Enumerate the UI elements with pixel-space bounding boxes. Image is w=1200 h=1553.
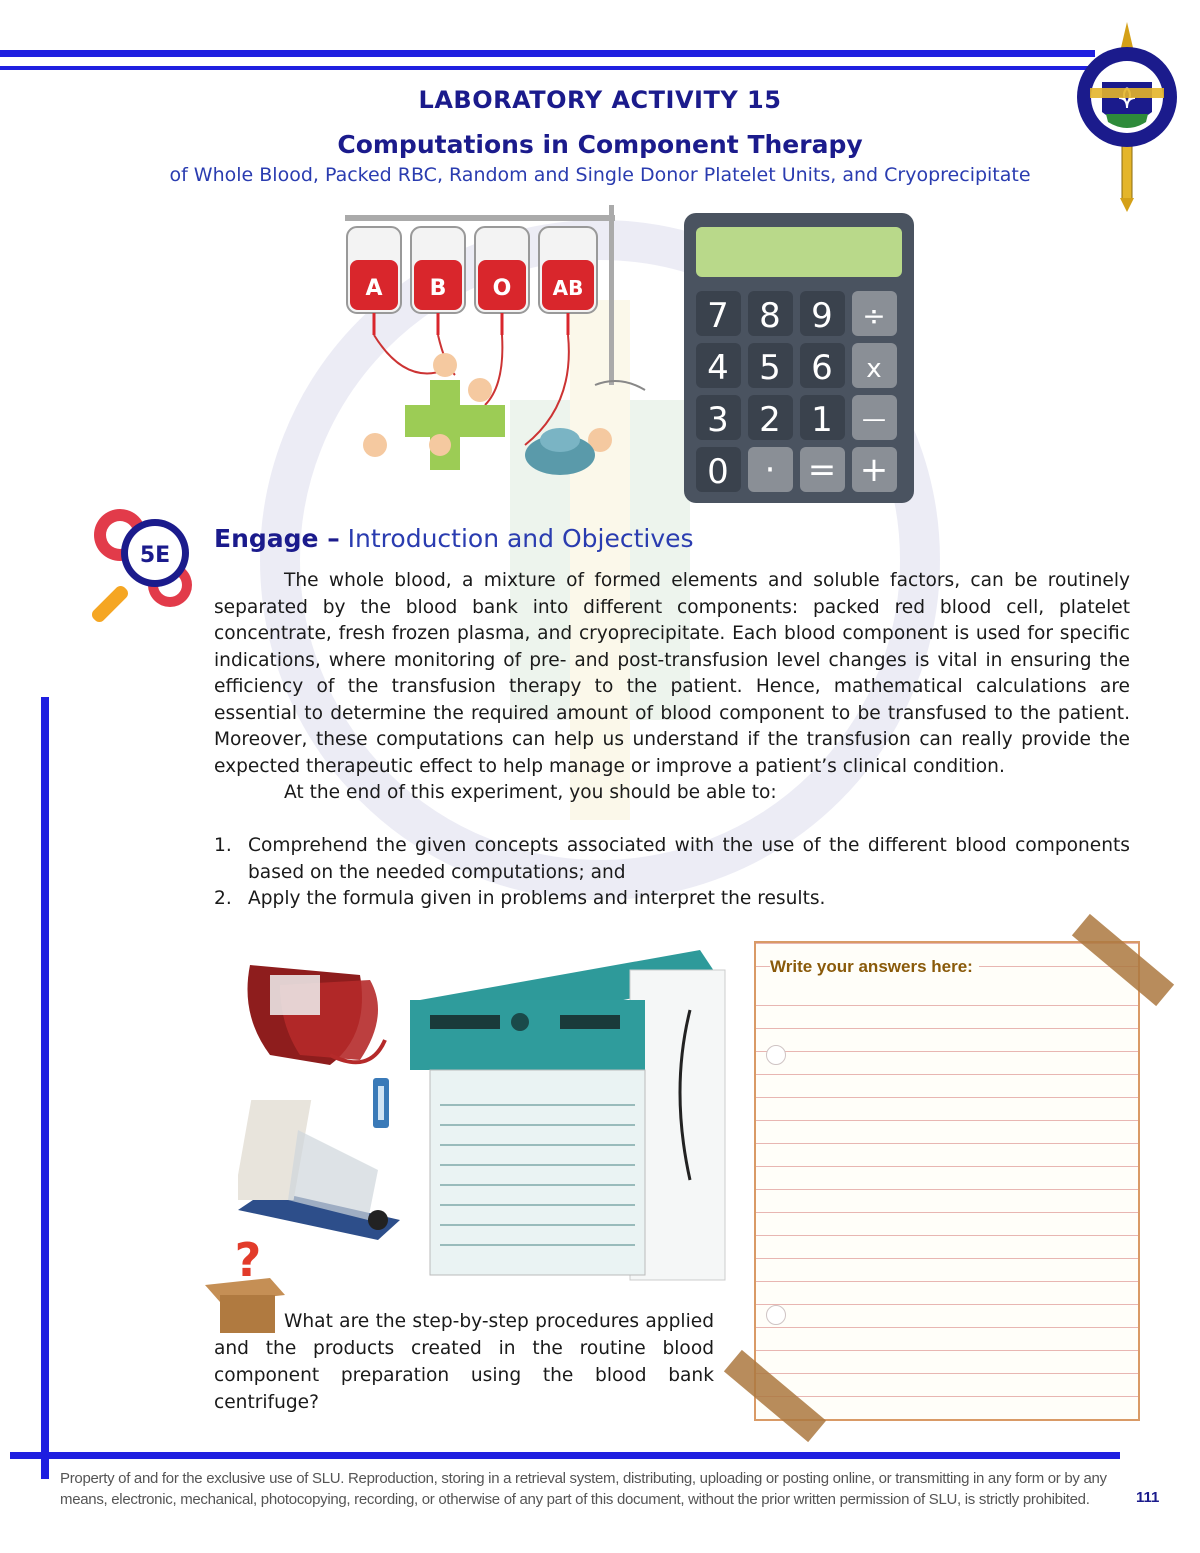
blood-bag-ab	[539, 227, 597, 335]
objective-number: 1.	[214, 835, 232, 856]
answer-label: Write your answers here:	[770, 957, 979, 977]
main-title: Computations in Component Therapy	[337, 130, 863, 159]
question-paragraph: What are the step-by-step procedures applied and the products created in the routine blood component preparation using the blood bank centrifuge?	[214, 1311, 714, 1413]
calculator-graphic	[684, 213, 914, 503]
question-prompt	[214, 1308, 714, 1416]
blood-bag-label-o: O	[492, 276, 512, 301]
blood-bag-label-a: A	[365, 276, 383, 301]
calc-key-8: 8	[759, 296, 781, 336]
blood-bag-o	[475, 227, 529, 335]
objective-item	[214, 833, 1130, 886]
objective-text: Apply the formula given in problems and interpret the results.	[248, 888, 826, 909]
objective-item	[214, 886, 1130, 913]
calc-key-2: 2	[759, 400, 781, 440]
engage-paragraph: The whole blood, a mixture of formed elements and soluble factors, can be routinely separated by the blood bank into different components: packed red blood cell, platelet concentrate, fresh frozen plasma, and cryoprecipitate. Each blood component is used for specific indications, where monitoring of pre- and post-transfusion level changes is vital in ensuring the efficiency of the transfusion therapy to the patient. Hence, mathematical calculations are essential to determine the required amount of blood component to be transfused to the patient. Moreover, these computations can help us understand if the transfusion can really provide the expected therapeutic effect to help manage or improve a patient’s clinical condition.	[214, 570, 1130, 777]
objective-number: 2.	[214, 888, 232, 909]
engage-heading-light: Introduction and Objectives	[339, 524, 694, 553]
notepad-hole	[766, 1305, 786, 1325]
objectives-list	[214, 833, 1130, 913]
blood-bag-label-ab: AB	[552, 276, 584, 300]
svg-text:?: ?	[234, 1240, 262, 1287]
plasma-extractor-photo	[238, 1090, 400, 1250]
calc-key-9: 9	[811, 296, 833, 336]
calc-key-0: 0	[707, 452, 729, 492]
calc-key-decimal: ·	[764, 450, 776, 490]
engage-heading	[214, 524, 694, 553]
blood-bank-centrifuge-photo	[400, 940, 735, 1290]
header-rule-thick	[0, 50, 1095, 57]
activity-title: LABORATORY ACTIVITY 15	[418, 86, 782, 114]
calc-key-equals: =	[807, 450, 837, 490]
answer-notepad[interactable]	[754, 941, 1140, 1421]
blood-bag-b	[411, 227, 465, 335]
engage-body	[214, 568, 1130, 807]
calc-key-multiply: x	[866, 354, 882, 384]
blood-bag-label-b: B	[429, 276, 447, 301]
objectives-intro: At the end of this experiment, you should be able to:	[284, 782, 777, 803]
header-rule-thin	[0, 66, 1095, 70]
copyright-notice: Property of and for the exclusive use of SLU. Reproduction, storing in a retrieval system, distributing, uploading or posting online, or transmitting in any form or by any means, electronic, mechanical, photocopying, recording, or otherwise of any part of this document, without the prior written permission of SLU, is strictly prohibited.	[60, 1470, 1107, 1508]
5e-badge-icon	[80, 505, 200, 625]
footer-rule	[10, 1452, 1120, 1459]
blood-bags-photo	[230, 945, 390, 1075]
calc-key-divide: ÷	[862, 299, 886, 332]
calc-key-5: 5	[759, 348, 781, 388]
blood-bag-a	[347, 227, 401, 335]
calc-key-4: 4	[707, 348, 729, 388]
calc-key-1: 1	[811, 400, 833, 440]
left-margin-rule	[41, 697, 49, 1479]
calc-key-minus: —	[862, 405, 886, 433]
calc-key-plus: +	[859, 450, 889, 490]
calc-key-7: 7	[707, 296, 729, 336]
subtitle: of Whole Blood, Packed RBC, Random and Single Donor Platelet Units, and Cryoprecipitate	[169, 164, 1031, 186]
page-number: 111	[1136, 1489, 1160, 1506]
badge-label: 5E	[139, 543, 171, 568]
notepad-hole	[766, 1045, 786, 1065]
calculator-illustration	[684, 213, 914, 503]
objective-text: Comprehend the given concepts associated with the use of the different blood components based on the needed computations; and	[248, 835, 1130, 883]
engage-heading-strong: Engage –	[214, 524, 340, 553]
calc-key-6: 6	[811, 348, 833, 388]
blood-type-bags-illustration	[345, 205, 680, 500]
calc-key-3: 3	[707, 400, 729, 440]
